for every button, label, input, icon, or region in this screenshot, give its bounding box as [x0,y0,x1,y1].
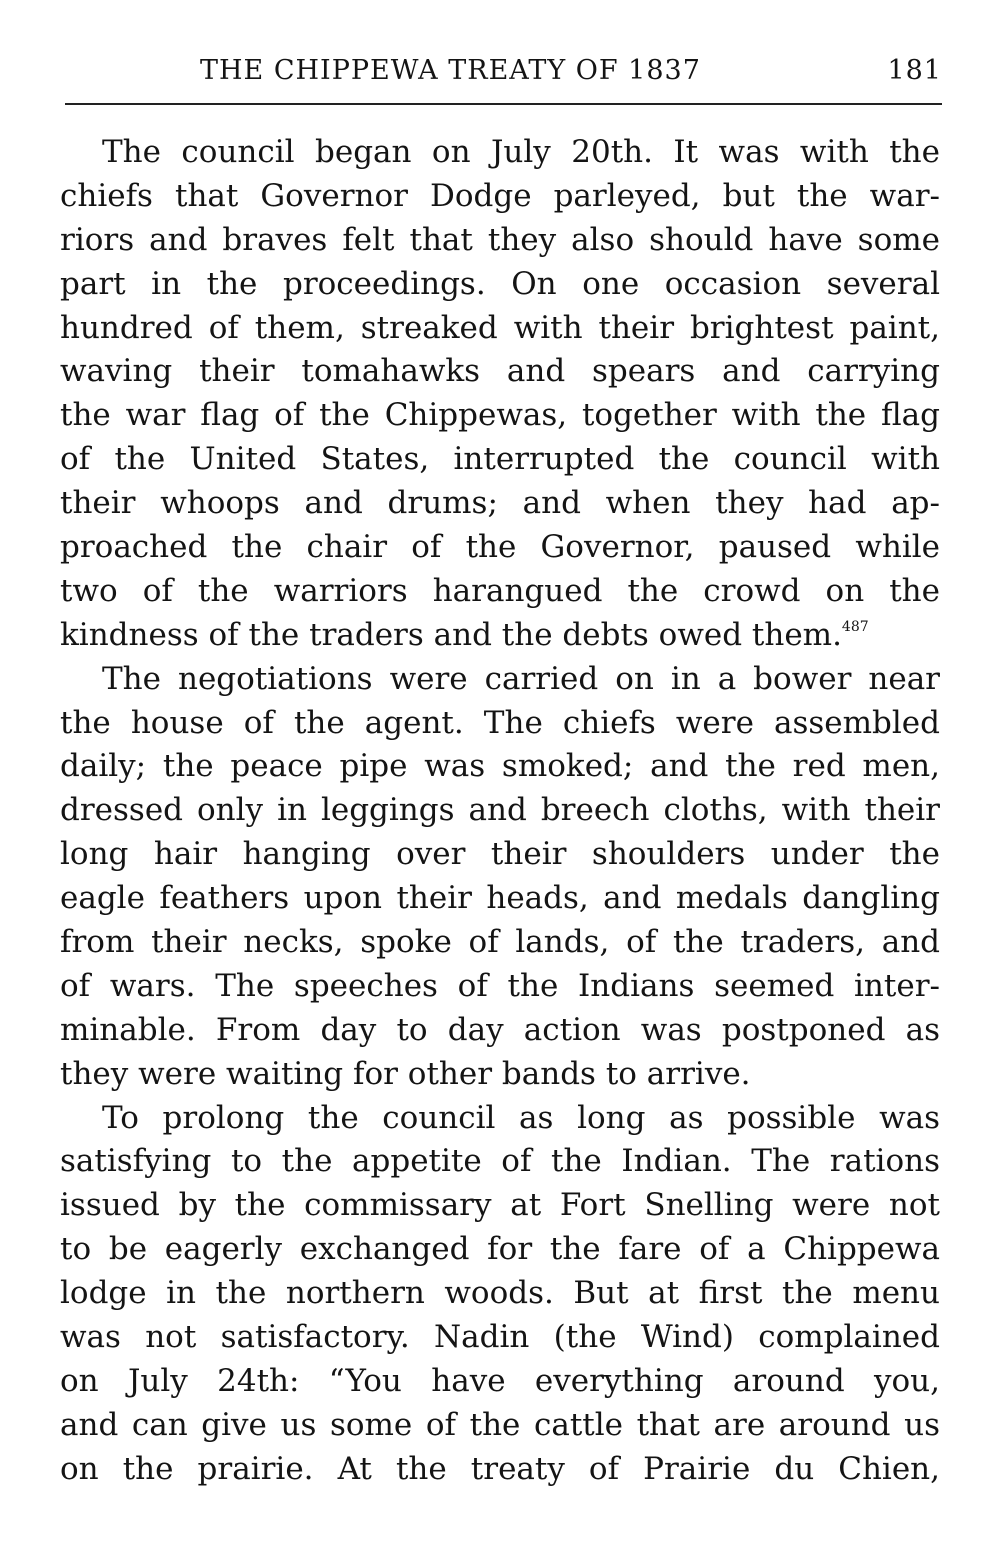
text-line: two of the warriors harangued the crowd on the [60,572,940,609]
header-rule [65,103,942,105]
text-line: the war flag of the Chippewas, together with the flag [60,397,940,434]
text-line: riors and braves felt that they also should have some [60,221,940,258]
text-line: The negotiations were carried on in a bower near [102,660,940,697]
paragraph-3 [60,1097,940,1492]
text-line: of wars. The speeches of the Indians seemed inter- [60,967,940,1004]
text-line: The council began on July 20th. It was with the [102,134,940,170]
text-line: proached the chair of the Governor, paused while [60,529,940,566]
page-number: 181 [887,55,942,86]
text-line: eagle feathers upon their heads, and medals dangling [60,880,940,917]
text-line: chiefs that Governor Dodge parleyed, but the war- [60,177,940,214]
text-line-content: kindness of the traders and the debts owed them. [60,616,842,653]
text-line: part in the proceedings. On one occasion several [60,265,940,302]
text-line: of the United States, interrupted the council with [60,441,940,478]
text-line: minable. From day to day action was postponed as [60,1011,940,1048]
text-line: and can give us some of the cattle that are around us [60,1406,940,1443]
text-line: they were waiting for other bands to arrive. [60,1055,751,1092]
text-line [60,614,940,658]
text-line: to be eagerly exchanged for the fare of a Chippewa [60,1231,940,1268]
text-line: issued by the commissary at Fort Snelling were not [60,1187,940,1224]
text-line: on July 24th: “You have everything around you, [60,1362,940,1399]
text-line: long hair hanging over their shoulders under the [60,836,940,873]
text-line: was not satisfactory. Nadin (the Wind) complained [60,1319,940,1356]
body-text [60,131,940,1492]
text-line: hundred of them, streaked with their brightest paint, [60,309,940,346]
paragraph-1 [60,131,940,658]
text-line: To prolong the council as long as possible was [102,1099,940,1136]
text-line: daily; the peace pipe was smoked; and the red men, [60,748,940,785]
text-line: from their necks, spoke of lands, of the traders, and [60,924,940,961]
text-line: waving their tomahawks and spears and carrying [60,353,940,390]
text-line: on the prairie. At the treaty of Prairie du Chien, [60,1450,940,1487]
footnote-reference: 487 [841,618,869,635]
text-line: lodge in the northern woods. But at first the menu [60,1275,940,1312]
text-line: dressed only in leggings and breech cloths, with their [60,792,940,829]
running-head [200,55,942,95]
paragraph-2 [60,658,940,1097]
text-line: their whoops and drums; and when they had ap- [60,485,940,522]
running-title: THE CHIPPEWA TREATY OF 1837 [200,55,701,86]
text-line: the house of the agent. The chiefs were assembled [60,704,940,741]
text-line: satisfying to the appetite of the Indian. The rations [60,1143,940,1180]
